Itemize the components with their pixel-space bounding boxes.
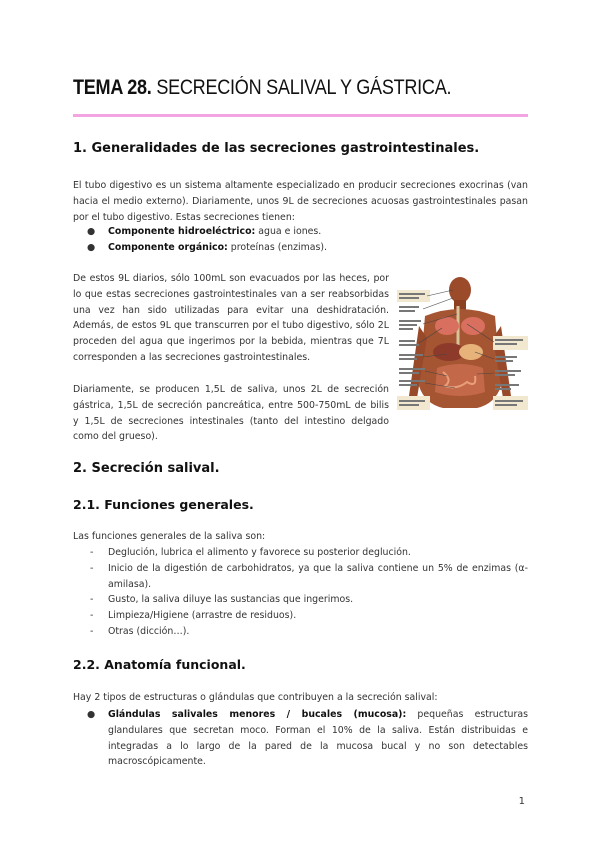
list-item: ● Componente orgánico: proteínas (enzimas). xyxy=(87,241,328,253)
digestive-system-figure xyxy=(397,276,528,411)
list-item: - Gusto, la saliva diluye las sustancias que ingerimos. xyxy=(90,594,354,606)
list-item: - Otras (dicción…). xyxy=(90,625,190,637)
list-item: - Deglución, lubrica el alimento y favorece su posterior deglución. xyxy=(90,547,411,558)
list-item: ● Glándulas salivales menores / bucales (mucosa): pequeñas estructuras glandulares que secretan moco. Forman el 10% de la saliva. Están distribuidas e integradas a lo largo de la pared de la mucosa bucal y no son detectables macroscópicamente. xyxy=(87,709,528,768)
title-divider xyxy=(73,114,528,117)
page-title: TEMA 28. SECRECIÓN SALIVAL Y GÁSTRICA. xyxy=(73,76,452,99)
subsection-2-2-heading: 2.2. Anatomía funcional. xyxy=(73,657,246,672)
section-1-paragraph-1: El tubo digestivo es un sistema altamente especializado en producir secreciones exocrinas (van hacia el medio externo). Diariamente, unos 9L de secreciones acuosas gastrointestinales pasan por el tubo digestivo. Estas secreciones tienen: xyxy=(73,180,528,223)
digestive-system-icon xyxy=(397,276,528,411)
subsection-2-2-intro: Hay 2 tipos de estructuras o glándulas que contribuyen a la secreción salival: xyxy=(73,692,438,703)
subsection-2-1-intro: Las funciones generales de la saliva son: xyxy=(73,531,266,542)
list-item: - Limpieza/Higiene (arrastre de residuos). xyxy=(90,610,297,622)
section-1-heading: 1. Generalidades de las secreciones gastrointestinales. xyxy=(73,141,480,156)
subsection-2-1-heading: 2.1. Funciones generales. xyxy=(73,497,254,512)
salivary-structures-list xyxy=(73,707,528,770)
section-2-heading: 2. Secreción salival. xyxy=(73,461,220,476)
section-1-paragraph-2: De estos 9L diarios, sólo 100mL son evacuados por las heces, por lo que estas secreciones gastrointestinales van a ser reabsorbidas una vez han sido utilizadas para evitar una deshidratación. Además, de estos 9L que transcurren por el tubo digestivo, sólo 2L proceden del agua que ingerimos por la bebida, mientras que 7L corresponden a las secreciones gastrointestinales. xyxy=(73,273,389,363)
saliva-functions-list xyxy=(73,545,528,640)
list-item: - Inicio de la digestión de carbohidratos, ya que la saliva contiene un 5% de enzimas (α-amilasa). xyxy=(90,562,528,590)
section-1-paragraph-3: Diariamente, se producen 1,5L de saliva, unos 2L de secreción gástrica, 1,5L de secreción pancreática, entre 500-750mL de bilis y 1,5L de secreciones intestinales (tanto del intestino delgado como del grueso). xyxy=(73,384,389,443)
list-item: ● Componente hidroeléctrico: agua e iones. xyxy=(87,226,322,237)
section-1-bullet-list xyxy=(73,224,528,256)
page-number: 1 xyxy=(518,796,525,807)
